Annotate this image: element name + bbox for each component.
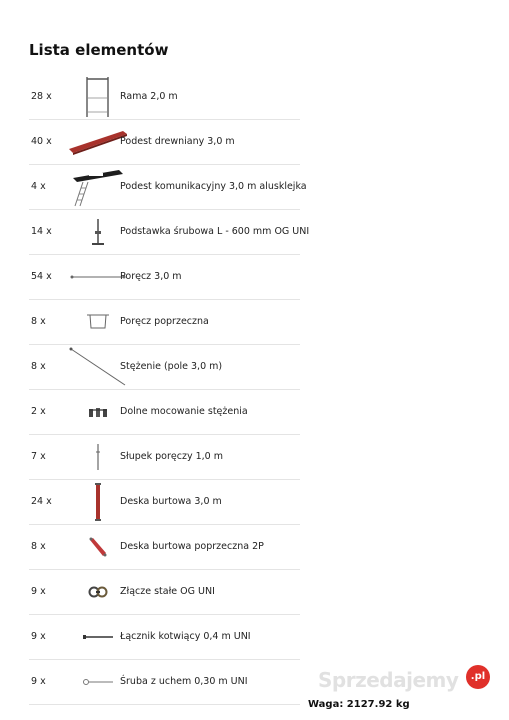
item-name: Rama 2,0 m: [120, 91, 178, 102]
item-name: Deska burtowa 3,0 m: [120, 496, 222, 507]
item-quantity: 54 x: [31, 271, 52, 282]
total-weight: Waga: 2127.92 kg: [308, 699, 410, 710]
list-item: [29, 210, 310, 255]
page-title: Lista elementów: [29, 41, 169, 59]
item-name: Podstawka śrubowa L - 600 mm OG UNI: [120, 226, 310, 237]
item-name: Poręcz poprzeczna: [120, 316, 209, 327]
list-item: [29, 255, 300, 300]
item-name: Dolne mocowanie stężenia: [120, 406, 248, 417]
item-quantity: 4 x: [31, 181, 46, 192]
item-name: Stężenie (pole 3,0 m): [120, 361, 223, 372]
list-item: [29, 615, 300, 660]
watermark-logo: Sprzedajemy: [318, 668, 459, 692]
list-item: [29, 390, 300, 435]
item-quantity: 40 x: [31, 136, 52, 147]
item-quantity: 2 x: [31, 406, 46, 417]
item-quantity: 24 x: [31, 496, 52, 507]
item-name: Śruba z uchem 0,30 m UNI: [120, 676, 248, 687]
list-item: [29, 435, 300, 480]
item-name: Słupek poręczy 1,0 m: [120, 451, 223, 462]
list-item: [29, 300, 300, 345]
list-item: [29, 480, 300, 525]
item-quantity: 28 x: [31, 91, 52, 102]
item-quantity: 9 x: [31, 586, 46, 597]
item-name: Złącze stałe OG UNI: [120, 586, 215, 597]
item-name: Podest komunikacyjny 3,0 m alusklejka: [120, 181, 307, 192]
watermark-badge: .pl: [466, 665, 490, 689]
list-item: [29, 165, 307, 210]
item-quantity: 9 x: [31, 676, 46, 687]
list-item: [29, 525, 300, 570]
list-item: [29, 75, 300, 120]
item-quantity: 8 x: [31, 316, 46, 327]
item-name: Poręcz 3,0 m: [120, 271, 182, 282]
list-item: [29, 660, 300, 705]
item-quantity: 7 x: [31, 451, 46, 462]
item-name: Łącznik kotwiący 0,4 m UNI: [120, 631, 251, 642]
item-quantity: 9 x: [31, 631, 46, 642]
item-quantity: 8 x: [31, 361, 46, 372]
item-quantity: 8 x: [31, 541, 46, 552]
element-list: [29, 75, 310, 705]
list-item: [29, 570, 300, 615]
item-name: Deska burtowa poprzeczna 2P: [120, 541, 264, 552]
item-name: Podest drewniany 3,0 m: [120, 136, 235, 147]
item-quantity: 14 x: [31, 226, 52, 237]
list-item: [29, 120, 300, 165]
list-item: [29, 345, 300, 390]
